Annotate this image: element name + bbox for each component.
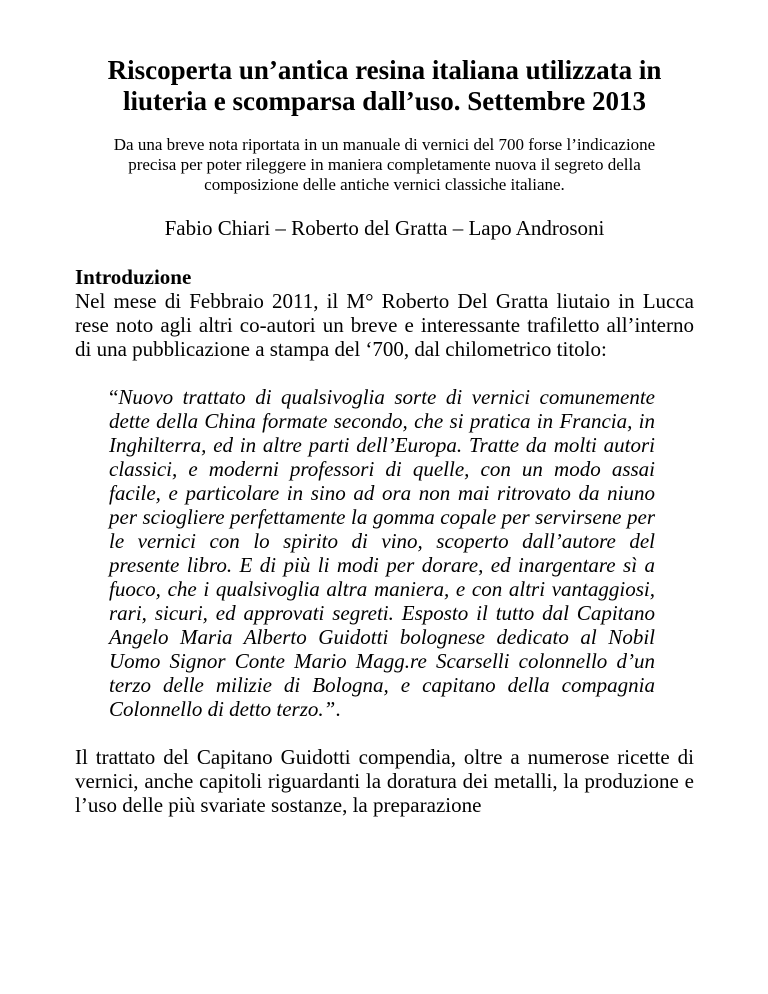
quote-end: . (335, 697, 341, 721)
section-heading: Introduzione (75, 265, 192, 289)
document-page (75, 0, 694, 817)
document-subtitle: Da una breve nota riportata in un manuale di vernici del 700 forse l’indicazione precisa per poter rileggere in maniera completamente nuova il segreto della composizione delle antiche vernici classiche italiane. (113, 135, 656, 194)
block-quote (109, 385, 655, 721)
intro-paragraph: Nel mese di Febbraio 2011, il M° Roberto Del Gratta liutaio in Lucca rese noto agli altri co-autori un breve e interessante trafiletto all’interno di una pubblicazione a stampa del ‘700, dal chilometrico titolo: (75, 289, 694, 361)
document-title: Riscoperta un’antica resina italiana utilizzata in liuteria e scomparsa dall’uso. Settembre 2013 (107, 55, 662, 116)
authors-line: Fabio Chiari – Roberto del Gratta – Lapo Androsoni (164, 216, 605, 240)
body-paragraph: Il trattato del Capitano Guidotti compendia, oltre a numerose ricette di vernici, anche capitoli riguardanti la doratura dei metalli, la produzione e l’uso delle più svariate sostanze, la preparazione (75, 745, 694, 817)
quote-body: Nuovo trattato di qualsivoglia sorte di vernici comunemente dette della China formate secondo, che si pratica in Francia, in Inghilterra, ed in altre parti dell’Europa. Tratte da molti autori classici, e moderni professori di quelle, con un modo assai facile, e particolare in sino ad ora non mai ritrovato da niuno per sciogliere perfettamente la gomma copale per servirsene per le vernici con lo spirito di vino, scoperto dall’autore del presente libro. E di più li modi per dorare, ed inargentare sì a fuoco, che i qualsivoglia altra maniera, e con altri vantaggiosi, rari, sicuri, ed approvati segreti. Esposto il tutto dal Capitano Angelo Maria Alberto Guidotti bolognese dedicato al Nobil Uomo Signor Conte Mario Magg.re Scarselli colonnello d’un terzo delle milizie di Bologna, e capitano della compagnia Colonnello di detto terzo.” (109, 385, 655, 721)
quote-open-mark: “ (109, 385, 119, 409)
